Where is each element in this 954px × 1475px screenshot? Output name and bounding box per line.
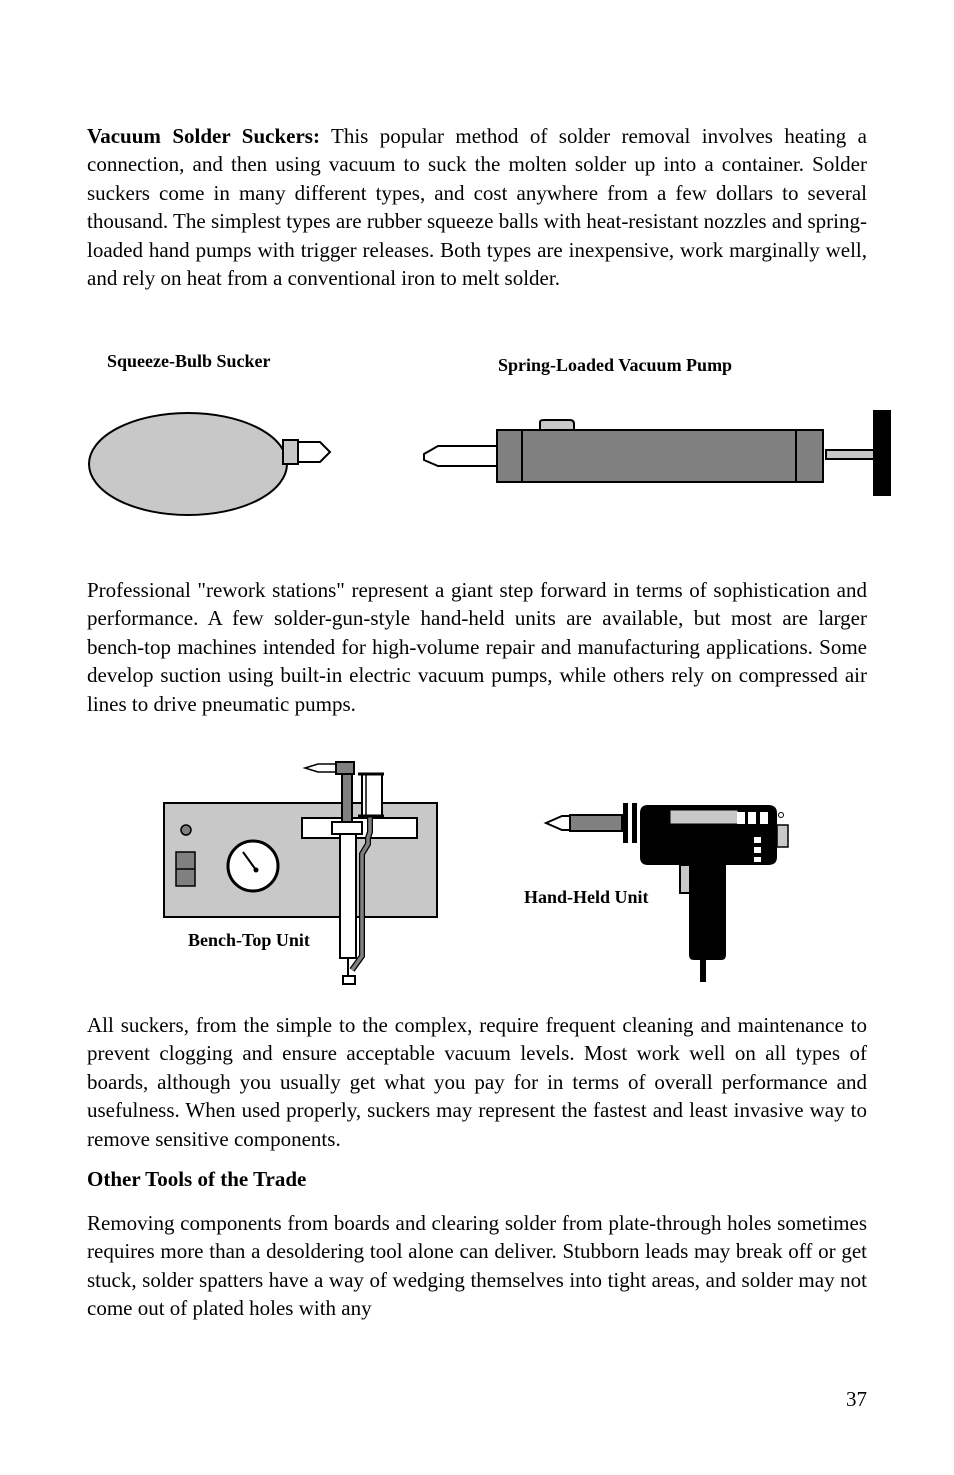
squeeze-bulb-illustration [86, 412, 336, 518]
bench-top-unit-illustration [160, 760, 445, 990]
page-number: 37 [846, 1387, 867, 1411]
paragraph-lead: Vacuum Solder Suckers: [87, 124, 320, 148]
paragraph-vacuum-solder-suckers [87, 122, 867, 292]
caption-squeeze-bulb: Squeeze-Bulb Sucker [107, 351, 271, 371]
caption-hand-held-unit: Hand-Held Unit [524, 887, 649, 907]
paragraph-rework-stations: Professional "rework stations" represent a giant step forward in terms of sophistication and performance. A few solder-gun-style hand-held units are available, but most are larger bench-top machines intended for high-volume repair and manufacturing applications. Some develop suction using built-in electric vacuum pumps, while others rely on compressed air lines to drive pneumatic pumps. [87, 578, 867, 716]
vacuum-pump-illustration [420, 408, 895, 500]
caption-spring-pump: Spring-Loaded Vacuum Pump [498, 355, 733, 375]
section-heading: Other Tools of the Trade [87, 1167, 307, 1191]
paragraph-sucker-maintenance: All suckers, from the simple to the complex, require frequent cleaning and maintenance to prevent clogging and ensure acceptable vacuum levels. Most work well on all types of boards, although you usually get what you pay for in terms of overall performance and usefulness. When used properly, suckers may represent the fastest and least invasive way to remove sensitive components. [87, 1013, 867, 1151]
paragraph-other-tools: Removing components from boards and clearing solder from plate-through holes sometimes requires more than a desoldering tool alone can deliver. Stubborn leads may break off or get stuck, solder spatters have a way of wedging themselves into tight areas, and solder may not come out of plated holes with any [87, 1211, 867, 1321]
paragraph-body: This popular method of solder removal involves heating a connection, and then using vacuum to suck the molten solder up into a container. Solder suckers come in many different types, and cost anywhere from a few dollars to several thousand. The simplest types are rubber squeeze balls with heat-resistant nozzles and spring-loaded hand pumps with trigger releases. Both types are inexpensive, work marginally well, and rely on heat from a conventional iron to melt solder. [87, 124, 867, 291]
caption-bench-top-unit: Bench-Top Unit [188, 930, 310, 950]
